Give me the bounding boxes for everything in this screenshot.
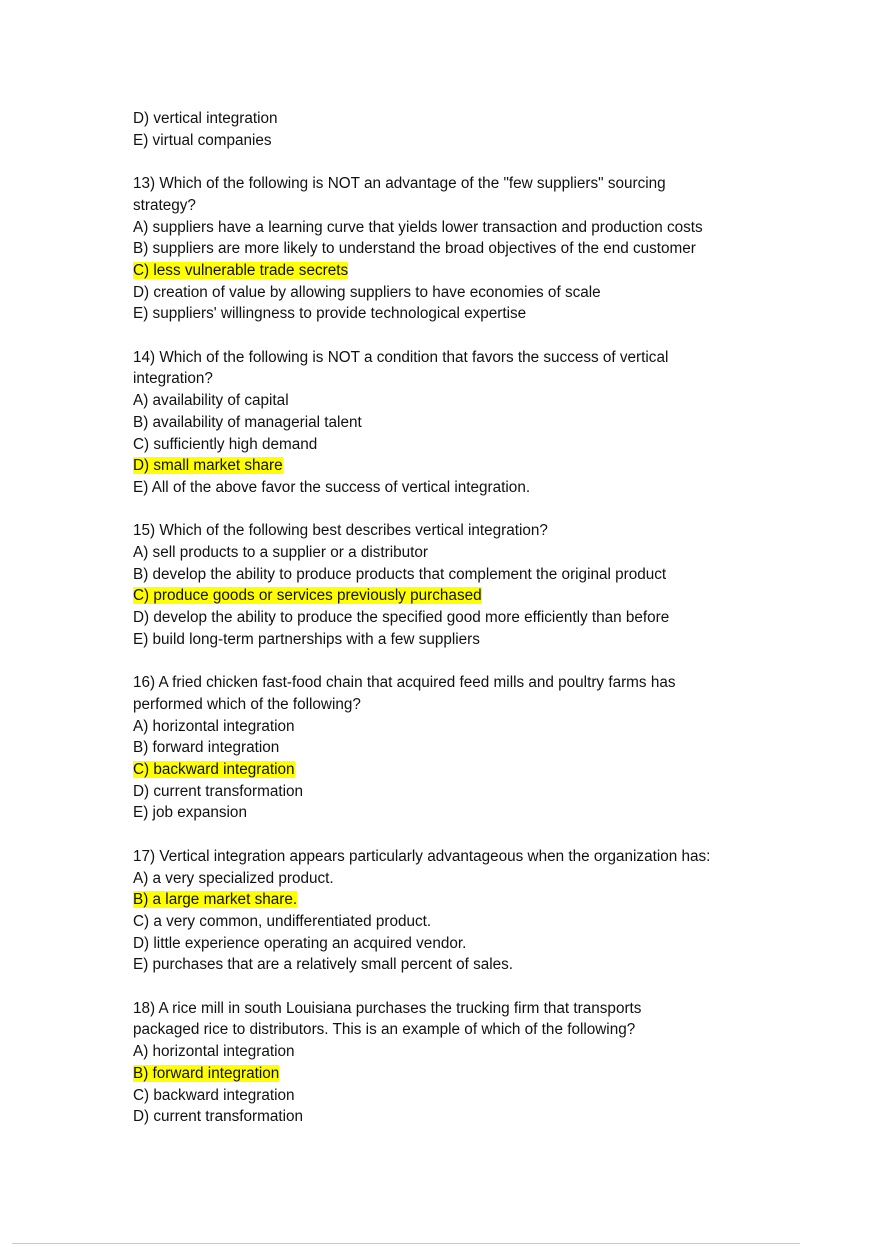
question-block bbox=[133, 520, 773, 650]
answer-option bbox=[133, 607, 773, 629]
highlighted-answer-text: C) less vulnerable trade secrets bbox=[133, 261, 349, 279]
document-page bbox=[133, 108, 773, 1128]
answer-text: E) All of the above favor the success of vertical integration. bbox=[133, 478, 531, 496]
answer-text: C) a very common, undifferentiated product. bbox=[133, 912, 432, 930]
answer-option bbox=[133, 1041, 773, 1063]
answer-option bbox=[133, 434, 773, 456]
answer-option-correct bbox=[133, 585, 773, 607]
answer-option bbox=[133, 954, 773, 976]
highlighted-answer-text: B) a large market share. bbox=[133, 891, 298, 909]
answer-text: E) purchases that are a relatively small percent of sales. bbox=[133, 956, 514, 974]
question-gap bbox=[133, 499, 773, 521]
question-block bbox=[133, 846, 773, 976]
question-block bbox=[133, 173, 773, 325]
answer-text: A) a very specialized product. bbox=[133, 869, 334, 887]
answer-option bbox=[133, 716, 773, 738]
answer-text: A) horizontal integration bbox=[133, 717, 295, 735]
question-text: 17) Vertical integration appears particularly advantageous when the organization has: bbox=[133, 847, 711, 865]
question-block bbox=[133, 998, 773, 1128]
answer-option bbox=[133, 1106, 773, 1128]
answer-text: E) suppliers' willingness to provide technological expertise bbox=[133, 305, 527, 323]
answer-option bbox=[133, 564, 773, 586]
highlighted-answer-text: C) backward integration bbox=[133, 761, 295, 779]
answer-option bbox=[133, 108, 773, 130]
answer-option bbox=[133, 282, 773, 304]
answer-option-correct bbox=[133, 455, 773, 477]
answer-option bbox=[133, 217, 773, 239]
highlighted-answer-text: B) forward integration bbox=[133, 1064, 280, 1082]
question-text: 18) A rice mill in south Louisiana purchases the trucking firm that transports bbox=[133, 999, 642, 1017]
answer-option bbox=[133, 412, 773, 434]
answer-option bbox=[133, 868, 773, 890]
answer-option-correct bbox=[133, 260, 773, 282]
answer-option bbox=[133, 130, 773, 152]
question-text: performed which of the following? bbox=[133, 695, 361, 713]
answer-text: C) sufficiently high demand bbox=[133, 435, 318, 453]
answer-text: D) little experience operating an acquired vendor. bbox=[133, 934, 467, 952]
question-text: packaged rice to distributors. This is an example of which of the following? bbox=[133, 1021, 636, 1039]
question-gap bbox=[133, 151, 773, 173]
question-gap bbox=[133, 325, 773, 347]
answer-text: A) horizontal integration bbox=[133, 1043, 295, 1061]
answer-option bbox=[133, 1085, 773, 1107]
question-gap bbox=[133, 824, 773, 846]
answer-option bbox=[133, 629, 773, 651]
answer-text: D) current transformation bbox=[133, 782, 304, 800]
question-text: 13) Which of the following is NOT an advantage of the "few suppliers" sourcing bbox=[133, 175, 666, 193]
question-gap bbox=[133, 976, 773, 998]
answer-option bbox=[133, 933, 773, 955]
answer-option-correct bbox=[133, 1063, 773, 1085]
question-text: strategy? bbox=[133, 196, 196, 214]
answer-text: A) availability of capital bbox=[133, 392, 289, 410]
answer-text: E) virtual companies bbox=[133, 131, 272, 149]
highlighted-answer-text: D) small market share bbox=[133, 457, 283, 475]
answer-option bbox=[133, 542, 773, 564]
answer-text: D) vertical integration bbox=[133, 110, 278, 127]
question-block bbox=[133, 347, 773, 499]
question-gap bbox=[133, 651, 773, 673]
footer-rule bbox=[12, 1243, 800, 1244]
question-block bbox=[133, 672, 773, 824]
answer-option bbox=[133, 303, 773, 325]
answer-text: B) availability of managerial talent bbox=[133, 413, 362, 431]
highlighted-answer-text: C) produce goods or services previously purchased bbox=[133, 587, 482, 605]
answer-text: B) forward integration bbox=[133, 739, 280, 757]
answer-option bbox=[133, 911, 773, 933]
answer-option bbox=[133, 238, 773, 260]
answer-option-correct bbox=[133, 759, 773, 781]
answer-text: C) backward integration bbox=[133, 1086, 295, 1104]
answer-text: A) suppliers have a learning curve that yields lower transaction and production costs bbox=[133, 218, 703, 236]
answer-text: D) creation of value by allowing suppliers to have economies of scale bbox=[133, 283, 601, 301]
question-text: integration? bbox=[133, 370, 213, 388]
answer-option bbox=[133, 477, 773, 499]
question-text: 16) A fried chicken fast-food chain that acquired feed mills and poultry farms has bbox=[133, 674, 676, 692]
answer-option bbox=[133, 737, 773, 759]
answer-text: D) current transformation bbox=[133, 1108, 304, 1126]
answer-option bbox=[133, 802, 773, 824]
answer-option bbox=[133, 390, 773, 412]
answer-text: A) sell products to a supplier or a distributor bbox=[133, 544, 429, 562]
answer-text: B) develop the ability to produce products that complement the original product bbox=[133, 565, 667, 583]
question-block bbox=[133, 108, 773, 151]
answer-option-correct bbox=[133, 889, 773, 911]
question-text: 14) Which of the following is NOT a condition that favors the success of vertical bbox=[133, 348, 669, 366]
answer-text: E) job expansion bbox=[133, 804, 247, 822]
answer-text: B) suppliers are more likely to understand the broad objectives of the end customer bbox=[133, 240, 696, 258]
answer-text: E) build long-term partnerships with a few suppliers bbox=[133, 630, 480, 648]
answer-text: D) develop the ability to produce the specified good more efficiently than before bbox=[133, 609, 670, 627]
question-text: 15) Which of the following best describes vertical integration? bbox=[133, 522, 548, 540]
answer-option bbox=[133, 781, 773, 803]
